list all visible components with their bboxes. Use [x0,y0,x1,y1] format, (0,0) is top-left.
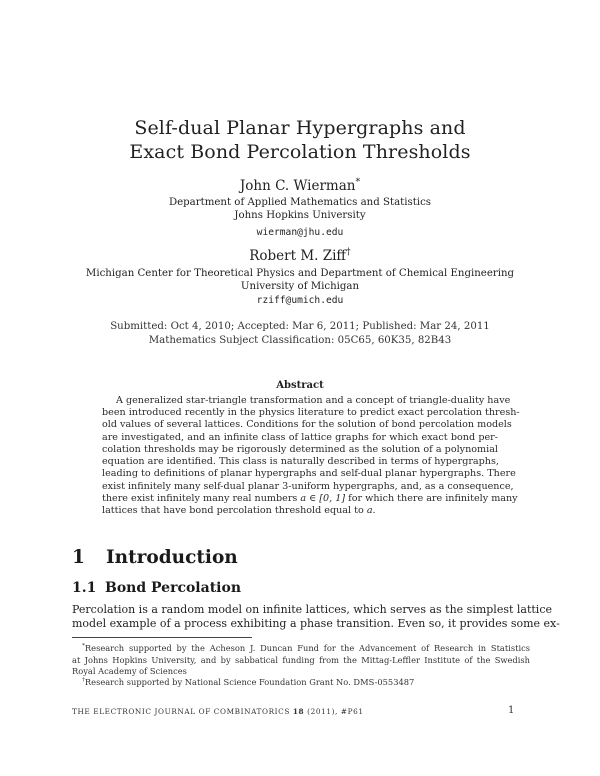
subsection-number: 1.1 [72,580,97,596]
abstract-line: equation are identified. This class is naturally described in terms of hypergraphs, [102,456,499,467]
subsection-heading [72,580,241,596]
section-title: Introduction [106,547,238,568]
abstract-line [102,493,518,505]
footnote-2-text: Research supported by National Science Foundation Grant No. DMS-0553487 [84,677,415,687]
abstract-line: are investigated, and an infinite class of lattice graphs for which exact bond per- [102,432,498,443]
page-number: 1 [508,705,515,716]
author-1 [0,178,600,194]
author-1-name: John C. Wierman [239,178,356,194]
body-text-line: model example of a process exhibiting a phase transition. Even so, it provides some ex- [72,617,560,630]
abstract-line: A generalized star-triangle transformation and a concept of triangle-duality have [116,395,511,406]
body-text-line: Percolation is a random model on infinite lattices, which serves as the simplest lattice [72,603,552,616]
footnote-1-text: Research supported by the Acheson J. Duncan Fund for the Advancement of Research in Statistics [84,643,530,653]
section-number: 1 [72,547,85,568]
footnote-2-line [82,677,530,688]
paper-title-line-1: Self-dual Planar Hypergraphs and [134,117,466,139]
author-1-affiliation-line-2: Johns Hopkins University [234,210,366,221]
abstract-math: a ∈ [0, 1] [300,493,346,504]
footnote-2-mark: † [82,677,85,684]
paper-title-line-2: Exact Bond Percolation Thresholds [129,141,471,163]
abstract-text: lattices that have bond percolation threshold equal to [102,505,367,516]
footnote-1-line: Royal Academy of Sciences [72,666,187,676]
journal-footer [72,707,364,716]
subsection-title: Bond Percolation [105,580,242,596]
author-1-email: wierman@jhu.edu [256,227,344,238]
abstract-line: old values of several lattices. Conditions for the solution of bond percolation models [102,419,512,430]
author-2-email: rziff@umich.edu [256,295,344,306]
abstract-text: for which there are infinitely many [345,493,518,504]
author-2-affiliation-line-2: University of Michigan [240,281,360,292]
footnote-1-line [82,643,530,654]
author-1-footnote-mark: * [355,176,361,188]
abstract-line [102,505,498,517]
footnote-1-mark: * [82,643,85,650]
abstract-line: been introduced recently in the physics literature to predict exact percolation thresh- [102,407,520,418]
author-2-footnote-mark: † [346,246,351,258]
abstract-line: leading to definitions of planar hypergraphs and self-dual planar hypergraphs. There [102,468,516,479]
journal-issue: (2011), #P61 [304,707,364,716]
abstract-line: colation thresholds may be rigorously determined as the solution of a polynomial [102,444,498,455]
abstract-math: a [366,505,373,516]
section-heading [72,547,238,568]
abstract-line: exist infinitely many self-dual planar 3-uniform hypergraphs, and, as a consequence, [102,481,514,492]
abstract-text: there exist infinitely many real numbers [102,493,301,504]
submission-dates: Submitted: Oct 4, 2010; Accepted: Mar 6, 2011; Published: Mar 24, 2011 [110,321,490,332]
author-2-name: Robert M. Ziff [249,248,347,264]
author-2-affiliation-line-1: Michigan Center for Theoretical Physics and Department of Chemical Engineering [85,268,515,279]
subject-classification: Mathematics Subject Classification: 05C65, 60K35, 82B43 [148,335,452,346]
footnote-rule [72,637,252,638]
journal-name: THE ELECTRONIC JOURNAL OF COMBINATORICS [72,707,290,716]
abstract-heading: Abstract [276,380,324,391]
footnote-1-line: at Johns Hopkins University, and by sabbatical funding from the Mittag-Leffler Institute of the Swedish [72,655,530,665]
abstract-text: . [372,505,376,516]
author-2 [0,248,600,264]
journal-volume: 18 [292,707,305,716]
author-1-affiliation-line-1: Department of Applied Mathematics and Statistics [168,197,432,208]
